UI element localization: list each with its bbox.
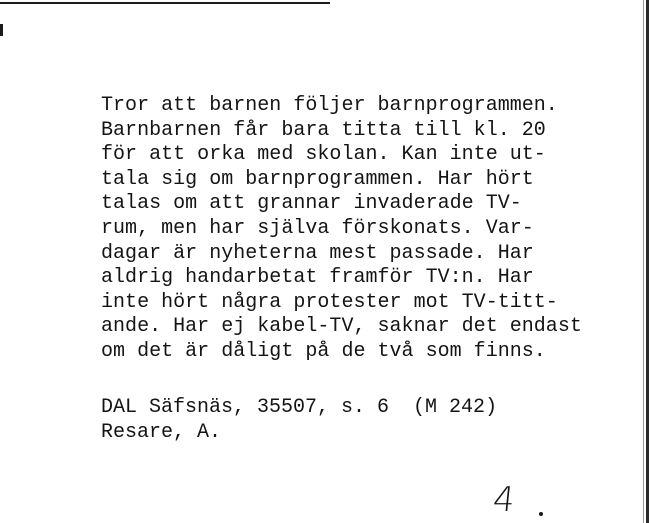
page-number: 4 — [490, 480, 517, 520]
body-line: Barnbarnen får bara titta till kl. 20 — [101, 118, 546, 142]
body-line: talas om att grannar invaderade TV- — [101, 192, 522, 216]
body-line: tala sig om barnprogrammen. Har hört — [101, 167, 534, 191]
citation-source: DAL Säfsnäs, 35507, s. 6 (M 242) — [101, 396, 498, 419]
right-card-edge — [646, 0, 649, 523]
body-text — [101, 94, 582, 365]
body-line: Tror att barnen följer barnprogrammen. — [101, 94, 558, 117]
top-border-line — [0, 2, 330, 4]
body-line: rum, men har själva förskonats. Var- — [101, 216, 534, 240]
body-line: inte hört några protester mot TV-titt- — [101, 290, 558, 314]
left-edge-mark — [0, 24, 3, 36]
citation-author: Resare, A. — [101, 420, 222, 444]
body-line: dagar är nyheterna mest passade. Har — [101, 241, 534, 265]
body-line: om det är dåligt på de två som finns. — [101, 339, 546, 363]
body-line: ande. Har ej kabel-TV, saknar det endast — [101, 315, 582, 339]
body-line: för att orka med skolan. Kan inte ut- — [101, 143, 546, 167]
page-number-dot — [539, 512, 543, 516]
body-line: aldrig handarbetat framför TV:n. Har — [101, 266, 534, 290]
citation — [101, 396, 497, 445]
